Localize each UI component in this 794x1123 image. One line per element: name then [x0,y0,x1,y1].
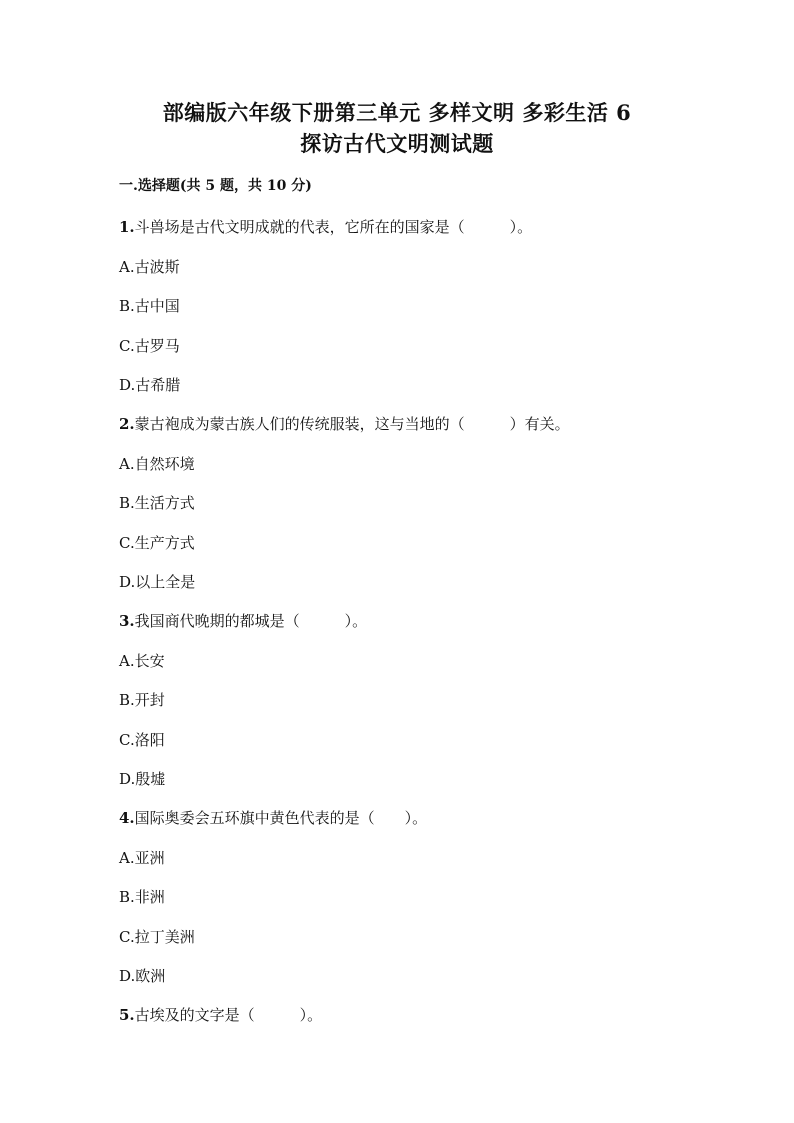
question-number: 5. [119,1006,135,1024]
question-2-option-b: B.生活方式 [119,494,195,512]
question-number: 2. [119,415,135,433]
question-4-option-d: D.欧洲 [119,967,166,985]
question-3 [119,611,367,631]
document-title-line-2: 探访古代文明测试题 [300,131,494,156]
question-number: 4. [119,809,135,827]
question-3-option-a: A.长安 [119,652,165,670]
question-4-option-b: B.非洲 [119,888,165,906]
document-title-line-1: 部编版六年级下册第三单元 多样文明 多彩生活 6 [162,100,632,125]
question-1 [119,217,532,237]
question-2-option-a: A.自然环境 [119,455,195,473]
question-number: 1. [119,218,135,236]
question-text: 我国商代晚期的都城是（ ）。 [134,612,368,630]
question-1-option-a: A.古波斯 [119,258,180,276]
question-5 [119,1005,322,1025]
question-text: 蒙古袍成为蒙古族人们的传统服装，这与当地的（ ）有关。 [134,415,570,433]
question-3-option-b: B.开封 [119,691,165,709]
question-number: 3. [119,612,135,630]
question-text: 古埃及的文字是（ ）。 [134,1006,323,1024]
question-4 [119,808,427,828]
question-4-option-a: A.亚洲 [119,849,165,867]
question-1-option-b: B.古中国 [119,297,180,315]
section-heading: 一.选择题(共 5 题，共 10 分) [119,178,312,194]
question-4-option-c: C.拉丁美洲 [119,928,195,946]
question-1-option-c: C.古罗马 [119,337,180,355]
question-2-option-c: C.生产方式 [119,534,195,552]
question-3-option-c: C.洛阳 [119,731,165,749]
question-2 [119,414,570,434]
question-text: 斗兽场是古代文明成就的代表，它所在的国家是（ ）。 [134,218,533,236]
question-2-option-d: D.以上全是 [119,573,196,591]
question-1-option-d: D.古希腊 [119,376,181,394]
question-text: 国际奥委会五环旗中黄色代表的是（ ）。 [134,809,428,827]
question-3-option-d: D.殷墟 [119,770,166,788]
